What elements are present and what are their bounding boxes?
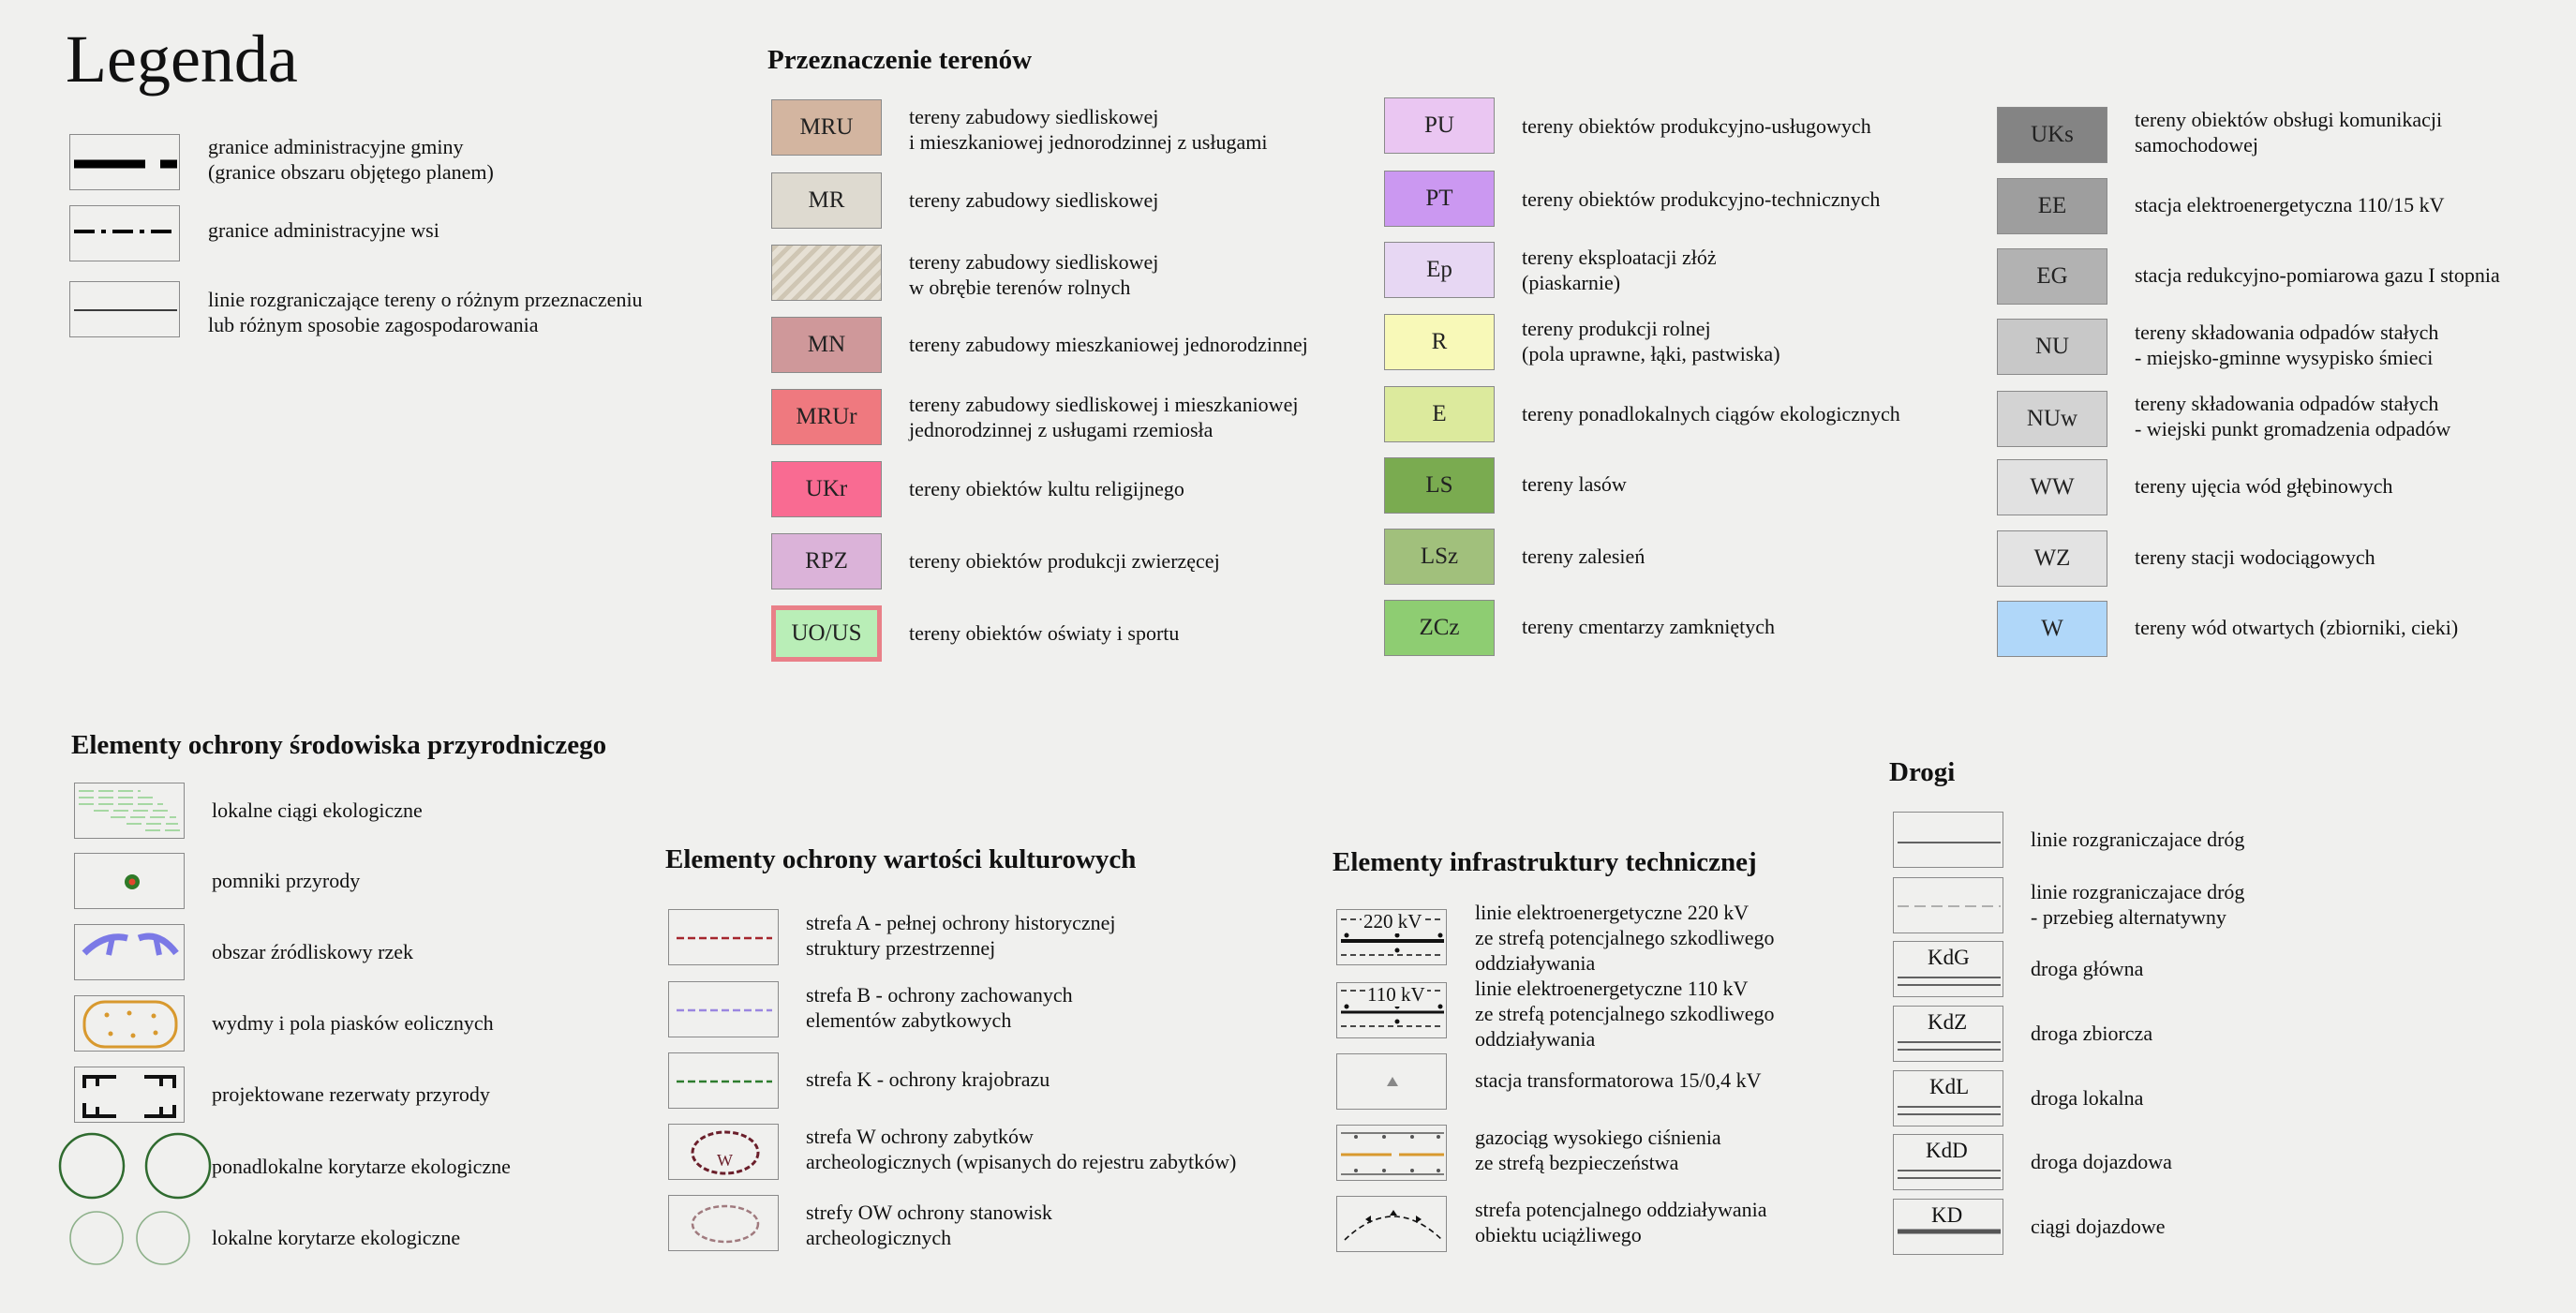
land-use-swatch: MRU bbox=[771, 99, 882, 156]
land-use-swatch: Ep bbox=[1384, 242, 1495, 298]
road-code: KdG bbox=[1928, 946, 1970, 969]
nature-label: pomniki przyrody bbox=[212, 869, 361, 892]
land-use-swatch: PT bbox=[1384, 171, 1495, 227]
land-use-label: tereny cmentarzy zamkniętych bbox=[1522, 615, 1775, 638]
land-use-swatch: UKr bbox=[771, 461, 882, 517]
culture-label: strefa B - ochrony zachowanych elementów zabytkowych bbox=[806, 983, 1073, 1032]
land-use-label: tereny ujęcia wód głębinowych bbox=[2135, 474, 2393, 498]
land-use-label: tereny zabudowy siedliskowej w obrębie terenów rolnych bbox=[909, 250, 1159, 299]
road-label: linie rozgraniczajace dróg - przebieg alternatywny bbox=[2031, 880, 2245, 929]
infra-label: strefa potencjalnego oddziaływania obiektu uciążliwego bbox=[1475, 1198, 1767, 1246]
zone-ow-icon bbox=[668, 1195, 779, 1251]
infra-heading: Elementy infrastruktury technicznej bbox=[1333, 847, 1757, 877]
road-label: ciągi dojazdowe bbox=[2031, 1215, 2166, 1238]
supralocal-corridor-icon bbox=[56, 1130, 216, 1201]
land-use-swatch: UO/US bbox=[771, 605, 882, 662]
local-corridor-icon bbox=[67, 1209, 193, 1267]
land-use-label: tereny wód otwartych (zbiorniki, cieki) bbox=[2135, 616, 2459, 639]
nature-label: lokalne korytarze ekologiczne bbox=[212, 1226, 461, 1249]
land-use-swatch: NU bbox=[1997, 319, 2107, 375]
admin-label-linie: linie rozgraniczające tereny o różnym przeznaczeniu lub różnym sposobie zagospodarowania bbox=[208, 288, 643, 336]
land-use-label: tereny lasów bbox=[1522, 472, 1627, 496]
gas-pipeline-icon bbox=[1336, 1125, 1447, 1181]
zone-b-line-icon bbox=[668, 981, 779, 1037]
land-use-swatch: NUw bbox=[1997, 391, 2107, 447]
roads-heading: Drogi bbox=[1889, 757, 1956, 787]
transformer-station-icon bbox=[1336, 1053, 1447, 1110]
road-label: droga zbiorcza bbox=[2031, 1022, 2153, 1045]
land-use-label: tereny obiektów produkcji zwierzęcej bbox=[909, 549, 1220, 573]
land-use-label: tereny obiektów kultu religijnego bbox=[909, 477, 1184, 500]
land-use-label: stacja redukcyjno-pomiarowa gazu I stopnia bbox=[2135, 263, 2500, 287]
land-use-label: tereny obiektów produkcyjno-usługowych bbox=[1522, 114, 1871, 138]
nature-label: obszar źródliskowy rzek bbox=[212, 940, 414, 963]
land-use-swatch: WZ bbox=[1997, 530, 2107, 587]
nature-label: ponadlokalne korytarze ekologiczne bbox=[212, 1155, 511, 1178]
dash-dot-line-icon bbox=[69, 205, 180, 261]
road-code: KdZ bbox=[1928, 1010, 1968, 1034]
land-use-label: tereny zabudowy siedliskowej i mieszkaniowej jednorodzinnej z usługami bbox=[909, 105, 1268, 154]
culture-label: strefa W ochrony zabytków archeologicznych (wpisanych do rejestru zabytków) bbox=[806, 1125, 1237, 1173]
land-use-label: tereny eksploatacji złóż (piaskarnie) bbox=[1522, 246, 1717, 294]
zone-k-line-icon bbox=[668, 1052, 779, 1109]
power-line-220-icon bbox=[1336, 909, 1447, 965]
river-source-icon bbox=[74, 924, 185, 980]
land-use-swatch: LS bbox=[1384, 457, 1495, 514]
power-line-220-tag: 220 kV bbox=[1363, 910, 1422, 933]
nature-label: lokalne ciągi ekologiczne bbox=[212, 798, 423, 822]
infra-label: gazociąg wysokiego ciśnienia ze strefą bezpieczeństwa bbox=[1475, 1126, 1721, 1174]
land-use-swatch: E bbox=[1384, 386, 1495, 442]
road-alternative-icon bbox=[1893, 877, 2003, 933]
land-use-label: tereny obiektów oświaty i sportu bbox=[909, 621, 1180, 645]
legend-title: Legenda bbox=[66, 22, 298, 97]
road-label: droga dojazdowa bbox=[2031, 1150, 2172, 1173]
infra-label: linie elektroenergetyczne 220 kV ze strefą potencjalnego szkodliwego oddziaływania bbox=[1475, 901, 1775, 975]
thick-dash-line-icon bbox=[69, 134, 180, 190]
land-use-swatch: EG bbox=[1997, 248, 2107, 305]
road-label: droga lokalna bbox=[2031, 1086, 2144, 1110]
land-use-label: tereny składowania odpadów stałych - miejsko-gminne wysypisko śmieci bbox=[2135, 321, 2439, 369]
land-use-label: tereny produkcji rolnej (pola uprawne, łąki, pastwiska) bbox=[1522, 317, 1780, 366]
land-use-swatch: ZCz bbox=[1384, 600, 1495, 656]
zone-w-icon bbox=[668, 1124, 779, 1180]
land-use-swatch: WW bbox=[1997, 459, 2107, 515]
land-use-label: tereny zabudowy mieszkaniowej jednorodzinnej bbox=[909, 333, 1308, 356]
zone-a-line-icon bbox=[668, 909, 779, 965]
road-code: KD bbox=[1931, 1203, 1963, 1227]
land-use-swatch: MN bbox=[771, 317, 882, 373]
nuisance-zone-icon bbox=[1336, 1196, 1447, 1252]
dunes-icon bbox=[74, 995, 185, 1052]
land-use-label: stacja elektroenergetyczna 110/15 kV bbox=[2135, 193, 2445, 216]
nature-label: projektowane rezerwaty przyrody bbox=[212, 1082, 490, 1106]
culture-label: strefy OW ochrony stanowisk archeologicznych bbox=[806, 1201, 1052, 1249]
land-use-swatch: LSz bbox=[1384, 529, 1495, 585]
infra-label: stacja transformatorowa 15/0,4 kV bbox=[1475, 1068, 1762, 1092]
ecological-corridor-lines-icon bbox=[74, 783, 185, 839]
land-use-label: tereny zabudowy siedliskowej i mieszkaniowej jednorodzinnej z usługami rzemiosła bbox=[909, 393, 1299, 441]
power-line-110-tag: 110 kV bbox=[1367, 983, 1425, 1006]
land-use-label: tereny obiektów produkcyjno-technicznych bbox=[1522, 187, 1881, 211]
road-access-icon bbox=[1893, 1134, 2003, 1190]
land-use-swatch: UKs bbox=[1997, 107, 2107, 163]
land-use-heading: Przeznaczenie terenów bbox=[767, 45, 1033, 75]
culture-heading: Elementy ochrony wartości kulturowych bbox=[665, 844, 1137, 874]
land-use-label: tereny stacji wodociągowych bbox=[2135, 545, 2375, 569]
access-route-icon bbox=[1893, 1199, 2003, 1255]
culture-label: strefa K - ochrony krajobrazu bbox=[806, 1067, 1050, 1091]
road-label: droga główna bbox=[2031, 957, 2144, 980]
land-use-swatch: PU bbox=[1384, 97, 1495, 154]
thin-line-icon bbox=[69, 281, 180, 337]
nature-label: wydmy i pola piasków eolicznych bbox=[212, 1011, 494, 1035]
nature-monument-icon bbox=[74, 853, 185, 909]
land-use-label: tereny obiektów obsługi komunikacji samochodowej bbox=[2135, 108, 2443, 157]
culture-label: strefa A - pełnej ochrony historycznej struktury przestrzennej bbox=[806, 911, 1116, 960]
land-use-label: tereny zabudowy siedliskowej bbox=[909, 188, 1159, 212]
road-code: KdD bbox=[1926, 1139, 1968, 1162]
road-local-icon bbox=[1893, 1070, 2003, 1126]
admin-label-gmina: granice administracyjne gminy (granice obszaru objętego planem) bbox=[208, 135, 494, 184]
admin-label-wies: granice administracyjne wsi bbox=[208, 218, 439, 242]
road-main-icon bbox=[1893, 941, 2003, 997]
land-use-swatch: W bbox=[1997, 601, 2107, 657]
land-use-swatch: EE bbox=[1997, 178, 2107, 234]
land-use-label: tereny zalesień bbox=[1522, 545, 1645, 568]
nature-reserve-icon bbox=[74, 1067, 185, 1123]
land-use-label: tereny składowania odpadów stałych - wiejski punkt gromadzenia odpadów bbox=[2135, 392, 2451, 440]
land-use-swatch: MR bbox=[771, 172, 882, 229]
road-collector-icon bbox=[1893, 1006, 2003, 1062]
infra-label: linie elektroenergetyczne 110 kV ze strefą potencjalnego szkodliwego oddziaływania bbox=[1475, 977, 1775, 1051]
zone-w-letter: W bbox=[717, 1151, 733, 1170]
hatched-swatch-icon bbox=[771, 245, 882, 301]
power-line-110-icon bbox=[1336, 982, 1447, 1038]
road-boundary-icon bbox=[1893, 812, 2003, 868]
land-use-swatch: R bbox=[1384, 314, 1495, 370]
road-label: linie rozgraniczajace dróg bbox=[2031, 828, 2245, 851]
land-use-swatch: RPZ bbox=[771, 533, 882, 589]
land-use-label: tereny ponadlokalnych ciągów ekologicznych bbox=[1522, 402, 1900, 425]
land-use-swatch: MRUr bbox=[771, 389, 882, 445]
nature-heading: Elementy ochrony środowiska przyrodniczego bbox=[71, 730, 607, 760]
road-code: KdL bbox=[1929, 1075, 1970, 1098]
